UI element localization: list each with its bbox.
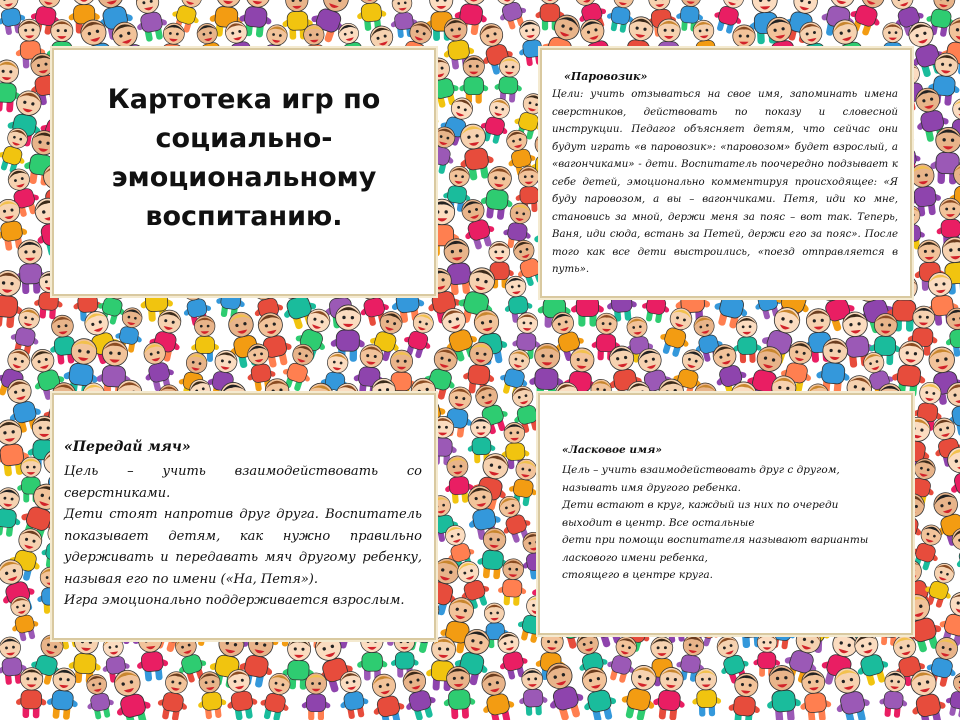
game-paragraph: дети при помощи воспитателя называют варианты ласкового имени ребенка, xyxy=(562,534,869,564)
game-paragraph: Цель – учить взаимодействовать друг с другом, называть имя другого ребенка. xyxy=(562,464,840,494)
game-paragraph: стоящего в центре круга. xyxy=(562,569,713,581)
game-description xyxy=(562,462,887,585)
game-paragraph: Цель – учить взаимодействовать со сверстниками. xyxy=(64,464,422,501)
page-title: Картотека игр по социально- эмоциональному воспитанию. xyxy=(107,84,381,232)
game-title: «Паровозик» xyxy=(564,70,648,83)
game-title: «Передай мяч» xyxy=(64,439,191,455)
game-description xyxy=(64,461,422,612)
game-title: «Ласковое имя» xyxy=(562,444,662,456)
title-card xyxy=(52,48,436,296)
game-description xyxy=(552,86,898,279)
game-card-train xyxy=(540,48,912,298)
game-paragraph: Дети стоят напротив друг друга. Воспитатель показывает детям, как нужно правильно удерживать и передавать мяч другому ребенку, называя его по имени («На, Петя»). xyxy=(64,507,422,587)
cartoon-child-icon xyxy=(365,671,408,720)
game-card-gentle-name xyxy=(538,393,913,635)
game-paragraph: Дети встают в круг, каждый из них по очереди выходит в центр. Все остальные xyxy=(562,499,839,529)
game-paragraph: Игра эмоционально поддерживается взрослым. xyxy=(64,593,405,608)
cartoon-child-icon xyxy=(0,486,25,538)
game-card-ball xyxy=(52,393,436,640)
game-paragraph: Цели: учить отзываться на свое имя, запоминать имена сверстников, действовать по показу и словесной инструкции. Педагог объясняет детям, что сейчас они будут играть «в паровозик»: «паровозом» будет взрослый, а «вагончиками» - дети. Воспитатель поочередно подзывает к себе детей, эмоционально комментируя происходящее: «Я буду паровозом, а вы – вагончиками. Петя, иди ко мне, становись за мной, держи меня за пояс – вот так. Теперь, Ваня, иди сюда, встань за Петей, держи его за пояс». После того как все дети выстроились, «поезд отправляется в путь». xyxy=(552,89,898,275)
